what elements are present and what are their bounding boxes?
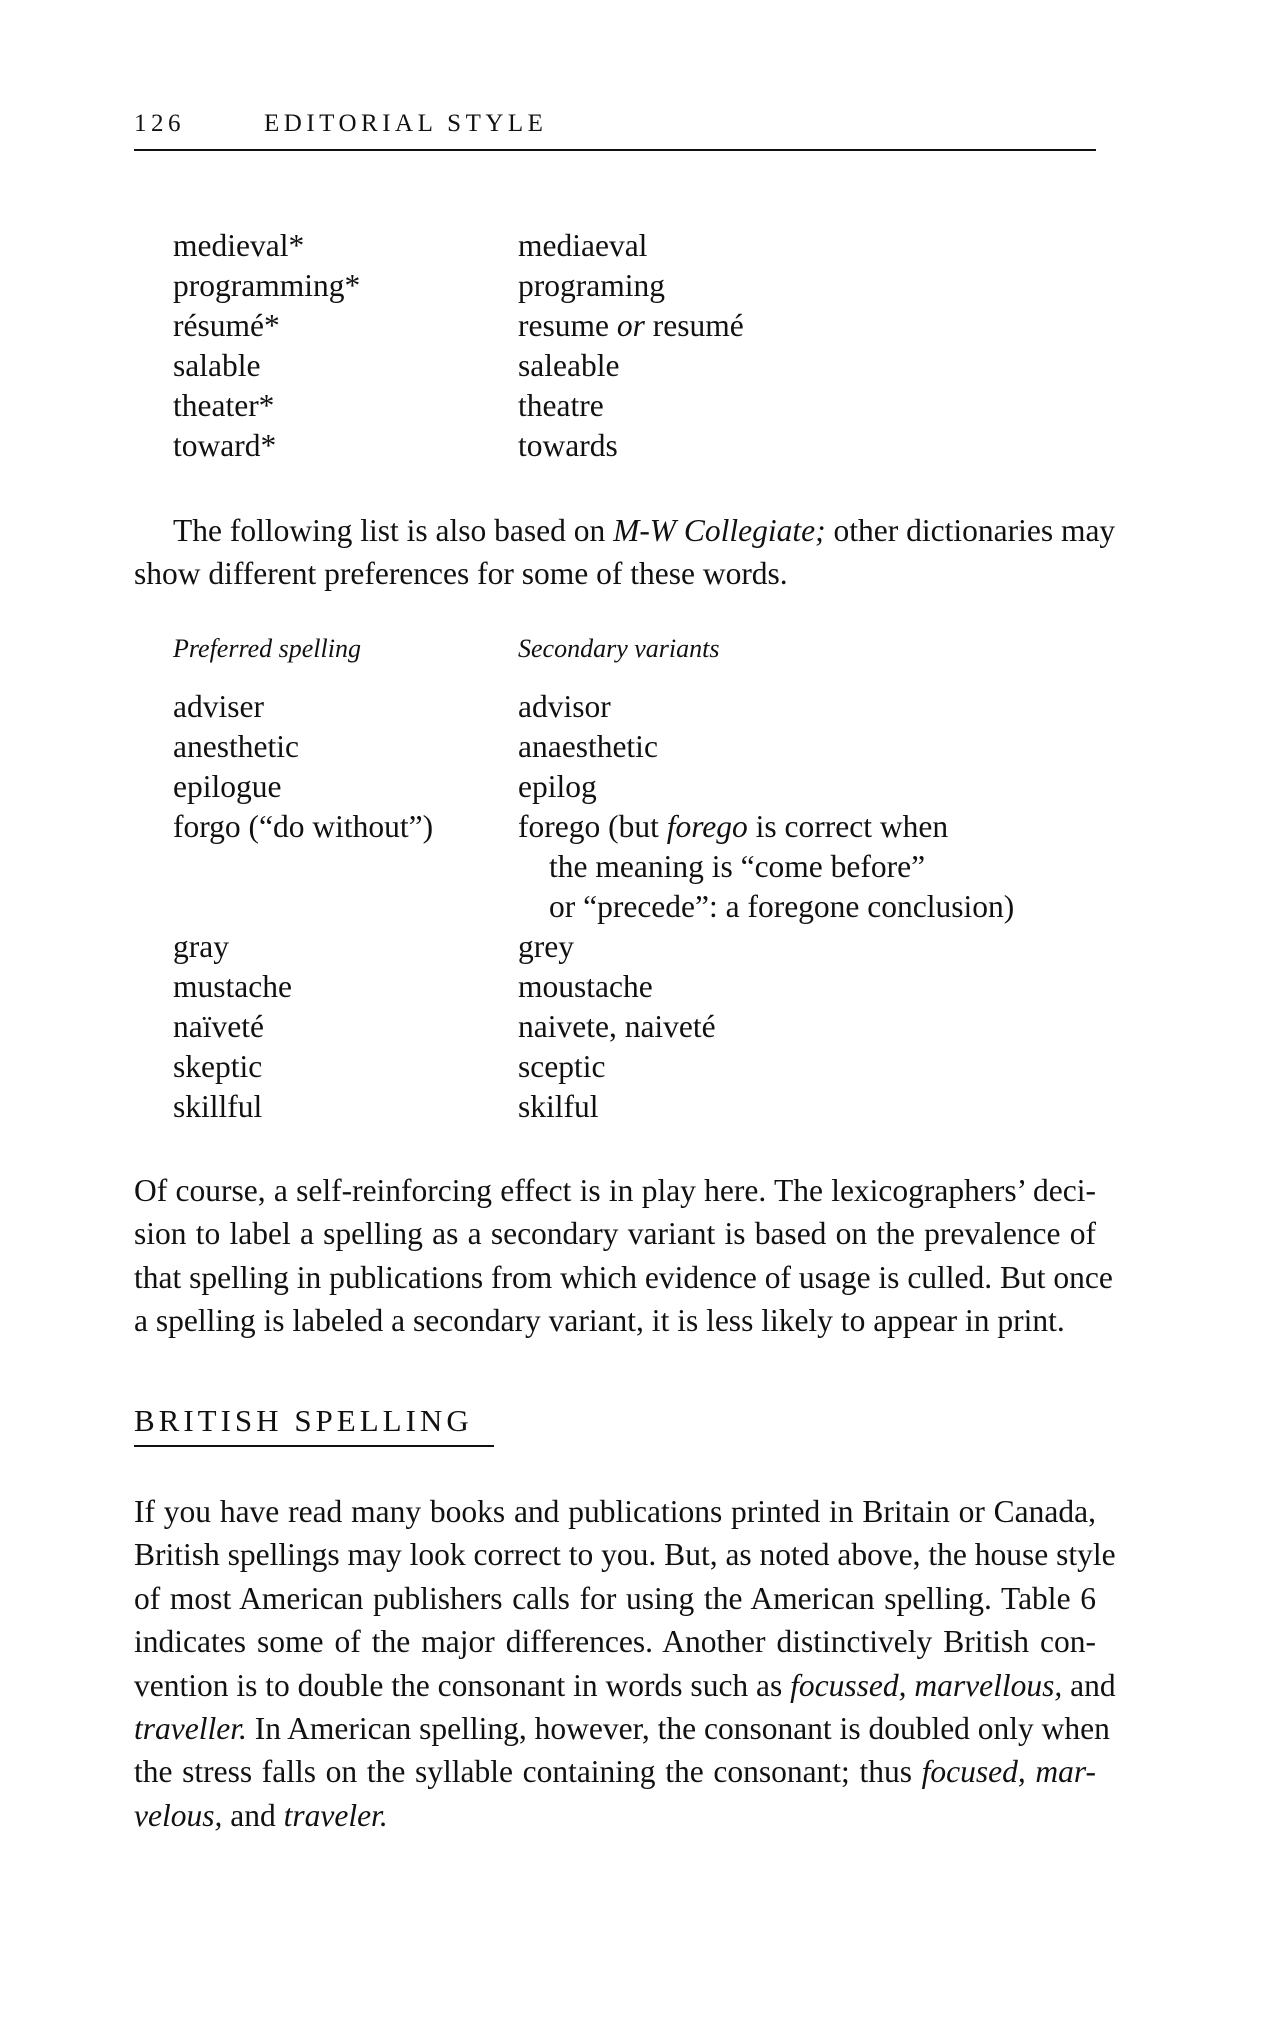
intro-paragraph [134, 509, 1116, 596]
paragraph-line: indicates some of the major differences. Another distinctively British con- [134, 1624, 1096, 1660]
list-item-preferred: salable [173, 348, 261, 383]
paragraph-line: show different preferences for some of these words. [134, 556, 788, 592]
british-spelling-paragraph [134, 1490, 1116, 1837]
paragraph-line: of most American publishers calls for using the American spelling. Table 6 [134, 1580, 1096, 1616]
list-item-variant: grey [518, 929, 574, 964]
paragraph-line: If you have read many books and publications printed in Britain or Canada, [134, 1494, 1096, 1529]
paragraph-line: Of course, a self-reinforcing effect is in play here. The lexicographers’ deci- [134, 1173, 1096, 1208]
list-item-variant: moustache [518, 969, 653, 1004]
column-header-variants: Secondary variants [518, 634, 720, 663]
paragraph-line: vention is to double the consonant in words such as focussed, marvellous, and [134, 1667, 1116, 1703]
list-item-variant: skilful [518, 1089, 599, 1124]
list-item-variant: epilog [518, 769, 597, 804]
paragraph-line: The following list is also based on M-W Collegiate; other dictionaries may [173, 513, 1116, 548]
list-item-variant: sceptic [518, 1049, 606, 1084]
list-item-preferred: résumé* [173, 308, 280, 343]
paragraph-line: velous, and traveler. [134, 1797, 388, 1833]
list-item-preferred: forgo (“do without”) [173, 809, 434, 844]
paragraph-line: that spelling in publications from which evidence of usage is culled. But once [134, 1259, 1113, 1295]
list-item-variant: towards [518, 428, 618, 463]
list-item-preferred: toward* [173, 428, 277, 463]
list-item-preferred: mustache [173, 969, 292, 1004]
paragraph-line: a spelling is labeled a secondary variant, it is less likely to appear in print. [134, 1303, 1065, 1339]
list-item-variant-continuation: the meaning is “come before” [549, 849, 926, 884]
list-item-preferred: gray [173, 929, 229, 964]
list-item-variant: forego (but forego is correct when [518, 809, 949, 844]
section-heading: BRITISH SPELLING [134, 1401, 494, 1447]
list-item-preferred: epilogue [173, 769, 282, 804]
list-item-preferred: skillful [173, 1089, 263, 1124]
list-item-variant: advisor [518, 689, 611, 724]
list-item-variant: mediaeval [518, 228, 648, 263]
list-item-variant: resume or resumé [518, 308, 744, 343]
list-item-preferred: programming* [173, 268, 361, 303]
list-item-variant: theatre [518, 388, 604, 423]
list-item-preferred: naïveté [173, 1009, 264, 1044]
list-item-variant: anaesthetic [518, 729, 658, 764]
list-item-preferred: theater* [173, 388, 275, 423]
list-item-preferred: medieval* [173, 228, 305, 263]
list-item-variant: programing [518, 268, 665, 303]
list-item-variant-continuation: or “precede”: a foregone conclusion) [549, 889, 1015, 924]
page-number: 126 [134, 110, 185, 137]
list-item-variant: saleable [518, 348, 620, 383]
running-head [134, 109, 1096, 151]
paragraph-line: sion to label a spelling as a secondary variant is based on the prevalence of [134, 1216, 1096, 1252]
running-title: EDITORIAL STYLE [264, 110, 548, 137]
list-item-preferred: adviser [173, 689, 264, 724]
column-header-preferred: Preferred spelling [173, 634, 361, 663]
list-item-preferred: anesthetic [173, 729, 299, 764]
paragraph-line: British spellings may look correct to you. But, as noted above, the house style [134, 1537, 1116, 1573]
lexicographers-paragraph [134, 1169, 1113, 1343]
paragraph-line: traveller. In American spelling, however, the consonant is doubled only when [134, 1710, 1110, 1746]
paragraph-line: the stress falls on the syllable containing the consonant; thus focused, mar- [134, 1754, 1097, 1790]
list-item-preferred: skeptic [173, 1049, 263, 1084]
list-item-variant: naivete, naiveté [518, 1009, 716, 1044]
